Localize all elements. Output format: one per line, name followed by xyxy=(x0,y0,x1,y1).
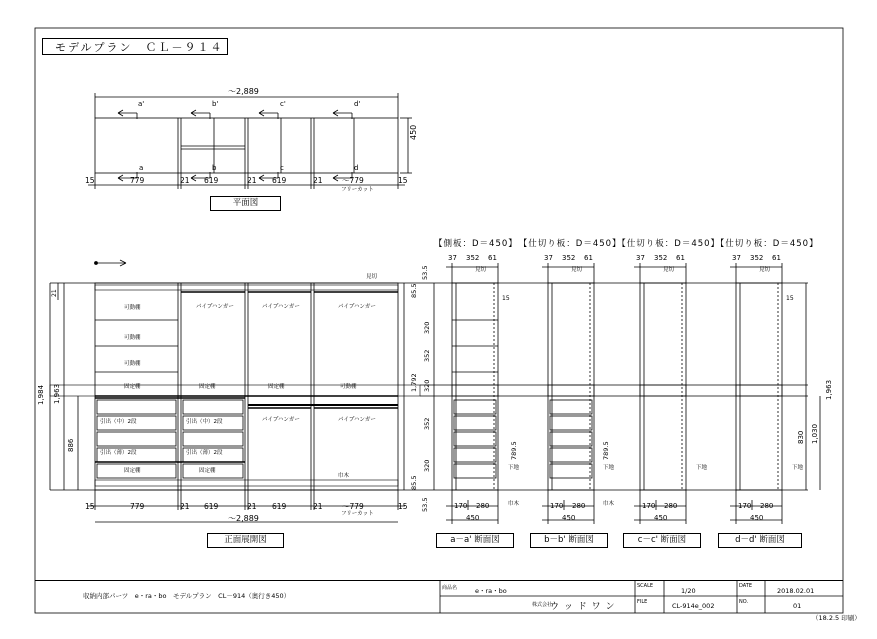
plan-cut-b-bottom: b xyxy=(212,164,217,172)
plan-overall-width: ～2,889 xyxy=(228,87,259,96)
sec-d-caption: d－d' 断面図 xyxy=(718,533,802,548)
plan-dim-8: ～779 xyxy=(342,176,364,185)
elev-dim-9: 15 xyxy=(398,502,408,511)
sec-a-dim-352: 352 xyxy=(466,254,480,262)
sec-vdim-352a: 352 xyxy=(423,349,431,362)
sec-d-top-rail: 見切 xyxy=(759,267,771,273)
sec-vdim-320b: 320 xyxy=(423,379,431,392)
elev-pipe-1: パイプハンガー xyxy=(196,304,234,310)
print-version: （18.2.5 印刷） xyxy=(812,614,861,622)
section-c xyxy=(634,263,686,524)
sec-vdim-53: 53.5 xyxy=(421,265,429,280)
tb-scale-label: SCALE xyxy=(637,583,654,589)
sec-a-shita: 下地 xyxy=(508,465,520,471)
elev-dim-7: 21 xyxy=(313,502,323,511)
elev-caption: 正面展開図 xyxy=(207,533,284,548)
plan-view xyxy=(88,93,412,189)
sec-vdim-320c: 320 xyxy=(423,459,431,472)
plan-cut-a-bottom: a xyxy=(139,164,144,172)
plan-dim-5: 21 xyxy=(247,176,257,185)
right-height-1963: 1,963 xyxy=(825,379,833,400)
elev-dim-3: 21 xyxy=(180,502,190,511)
sec-vdim-320a: 320 xyxy=(423,321,431,334)
plan-dim-2: 779 xyxy=(130,176,145,185)
elev-fixed-4: 固定棚 xyxy=(124,468,141,474)
elev-dim-8: ～779 xyxy=(342,502,364,511)
elev-drawer-thin-1: 引出（薄）2段 xyxy=(100,450,137,456)
elev-shelf-label-3: 可動棚 xyxy=(124,361,141,367)
elev-free-cut: フリーカット xyxy=(341,511,374,517)
sec-d-170: 170 xyxy=(738,502,752,510)
plan-cut-b-top: b' xyxy=(212,100,219,108)
sec-d-450: 450 xyxy=(750,514,764,522)
elev-height-21: 21 xyxy=(51,289,58,297)
plan-cut-c-top: c' xyxy=(280,100,286,108)
tb-company: ウ ッ ド ワ ン xyxy=(550,602,616,612)
tb-no: 01 xyxy=(793,602,802,610)
plan-dim-3: 21 xyxy=(180,176,190,185)
sec-b-caption: b－b' 断面図 xyxy=(530,533,608,548)
sec-c-caption: c－c' 断面図 xyxy=(623,533,701,548)
sec-a-dim-37: 37 xyxy=(448,254,457,262)
sec-a-280: 280 xyxy=(476,502,490,510)
sec-c-dim-352: 352 xyxy=(654,254,668,262)
sec-c-dim-61: 61 xyxy=(676,254,685,262)
sec-vdim-789: 789.5 xyxy=(510,441,518,460)
sec-a-170: 170 xyxy=(454,502,468,510)
tb-scale: 1/20 xyxy=(681,587,696,595)
plan-depth: 450 xyxy=(409,124,418,140)
sec-c-dim-37: 37 xyxy=(636,254,645,262)
sec-d-15: 15 xyxy=(786,295,794,302)
sec-d-dim-61: 61 xyxy=(772,254,781,262)
sec-b-dim-61: 61 xyxy=(584,254,593,262)
sec-a-dim-61: 61 xyxy=(488,254,497,262)
title-block xyxy=(35,580,843,614)
sec-vdim-85b: 85.5 xyxy=(410,475,418,490)
plan-dim-4: 619 xyxy=(204,176,219,185)
right-height-830: 830 xyxy=(797,430,805,444)
sec-b-pillar: 巾木 xyxy=(603,501,615,507)
sec-vdim-789b: 789.5 xyxy=(602,441,610,460)
elev-dim-1: 15 xyxy=(85,502,95,511)
elev-drawer-mid-2: 引出（中）2段 xyxy=(186,419,223,425)
sec-vdim-352b: 352 xyxy=(423,417,431,430)
plan-cut-c-bottom: c xyxy=(280,164,284,172)
sec-b-top-rail: 見切 xyxy=(571,267,583,273)
elev-overall-width: ～2,889 xyxy=(228,514,259,523)
elev-pipe-5: パイプハンガー xyxy=(338,417,376,423)
sec-a-pillar: 巾木 xyxy=(508,501,520,507)
plan-dim-1: 15 xyxy=(85,176,95,185)
elev-fixed-2: 固定棚 xyxy=(199,384,216,390)
sec-d-dim-352: 352 xyxy=(750,254,764,262)
direction-arrow xyxy=(95,260,126,266)
tb-date-label: DATE xyxy=(739,583,753,589)
plan-caption: 平面図 xyxy=(210,196,281,211)
sec-c-170: 170 xyxy=(642,502,656,510)
sec-c-top-rail: 見切 xyxy=(663,267,675,273)
sec-c-450: 450 xyxy=(654,514,668,522)
sec-b-dim-37: 37 xyxy=(544,254,553,262)
sec-c-shita: 下地 xyxy=(696,465,708,471)
elev-shelf-label-1: 可動棚 xyxy=(124,305,141,311)
elev-fixed-1: 固定棚 xyxy=(124,384,141,390)
plan-free-cut: フリーカット xyxy=(341,187,374,193)
elev-fixed-5: 固定棚 xyxy=(199,468,216,474)
tb-brand: e・ra・bo xyxy=(475,587,507,595)
sec-d-shita: 下地 xyxy=(792,465,804,471)
elev-height-1984: 1,984 xyxy=(37,384,45,405)
tb-file-label: FILE xyxy=(637,599,648,605)
elev-pipe-4: パイプハンガー xyxy=(262,417,300,423)
plan-dim-6: 619 xyxy=(272,176,287,185)
section-header: 【側板：D＝450】 【仕切り板：D＝450】【仕切り板：D＝450】【仕切り板：D＝450】 xyxy=(434,239,819,249)
tb-date: 2018.02.01 xyxy=(777,587,815,595)
elev-pipe-3: パイプハンガー xyxy=(338,304,376,310)
tb-file: CL-914e_002 xyxy=(672,602,715,610)
elev-drawer-mid-1: 引出（中）2段 xyxy=(100,419,137,425)
tb-description: 収納内部パーツ e・ra・bo モデルプラン CL－914（奥行き450） xyxy=(83,592,291,600)
sec-b-dim-352: 352 xyxy=(562,254,576,262)
section-a xyxy=(446,263,498,524)
elev-dim-2: 779 xyxy=(130,502,145,511)
sec-a-15: 15 xyxy=(502,295,510,302)
sec-d-dim-37: 37 xyxy=(732,254,741,262)
sec-vdim-1792: 1,792 xyxy=(410,373,418,392)
sec-b-170: 170 xyxy=(550,502,564,510)
sheet-border xyxy=(35,28,843,613)
elev-dim-5: 21 xyxy=(247,502,257,511)
elev-pipe-2: パイプハンガー xyxy=(262,304,300,310)
sec-b-280: 280 xyxy=(572,502,586,510)
sections xyxy=(420,263,820,524)
elev-dim-4: 619 xyxy=(204,502,219,511)
section-b xyxy=(542,263,594,524)
elev-ceiling-label: 見切 xyxy=(366,274,378,280)
plan-cut-d-top: d' xyxy=(354,100,361,108)
sec-a-450: 450 xyxy=(466,514,480,522)
right-height-1030: 1,030 xyxy=(811,423,819,444)
plan-cut-d-bottom: d xyxy=(354,164,359,172)
sec-b-shita: 下地 xyxy=(603,465,615,471)
front-elevation xyxy=(50,283,420,522)
section-d xyxy=(730,263,782,524)
elev-pillar-label: 巾木 xyxy=(338,473,350,479)
elev-drawer-thin-2: 引出（薄）2段 xyxy=(186,450,223,456)
elev-height-1963: 1,963 xyxy=(53,383,61,404)
sec-b-450: 450 xyxy=(562,514,576,522)
sec-c-280: 280 xyxy=(664,502,678,510)
sec-a-caption: a－a' 断面図 xyxy=(436,533,514,548)
page-title: モデルプラン ＣＬ－９１４ xyxy=(42,38,228,55)
plan-dim-7: 21 xyxy=(313,176,323,185)
tb-brand-label: 商品名 xyxy=(442,585,458,591)
elev-dim-6: 619 xyxy=(272,502,287,511)
elev-fixed-3: 固定棚 xyxy=(268,384,285,390)
sec-a-top-rail: 見切 xyxy=(475,267,487,273)
sec-vdim-53b: 53.5 xyxy=(421,497,429,512)
elev-shelf-label-2: 可動棚 xyxy=(124,335,141,341)
sec-d-280: 280 xyxy=(760,502,774,510)
elev-height-886: 886 xyxy=(67,438,75,452)
sec-vdim-85: 85.5 xyxy=(410,283,418,298)
tb-no-label: NO. xyxy=(739,599,749,605)
elev-shelf-4: 可動棚 xyxy=(340,384,357,390)
tb-company-label: 株式会社 xyxy=(532,602,553,608)
plan-dim-9: 15 xyxy=(398,176,408,185)
plan-cut-a-top: a' xyxy=(138,100,145,108)
